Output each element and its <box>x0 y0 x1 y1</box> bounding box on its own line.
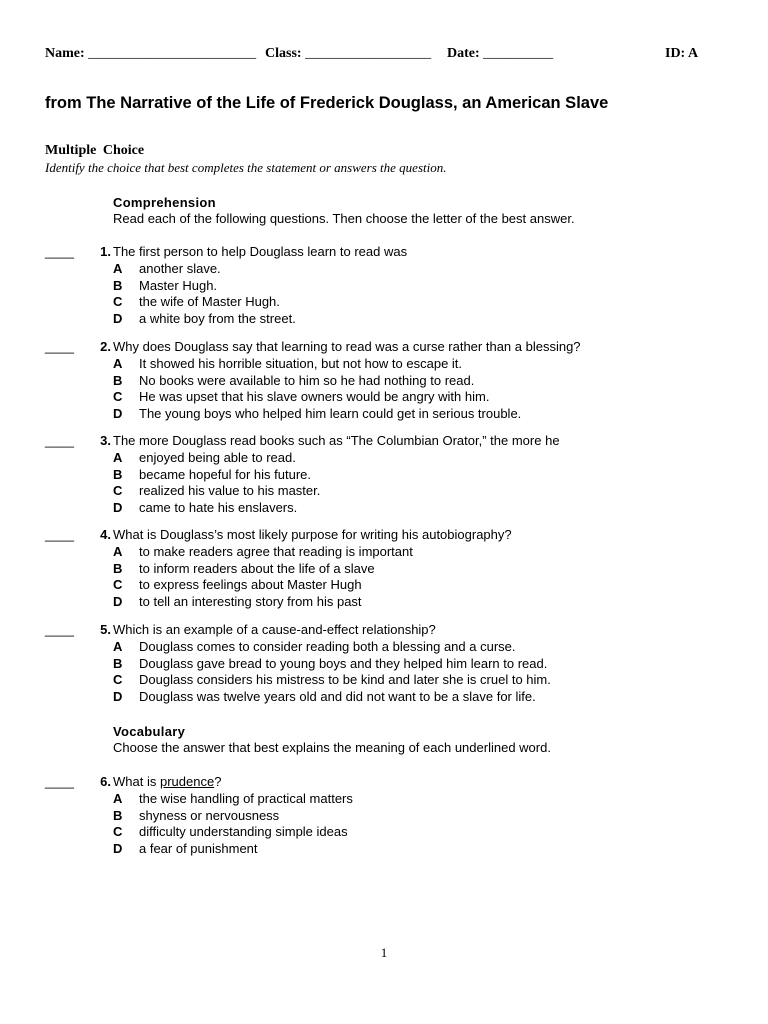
option-text: No books were available to him so he had nothing to read. <box>139 372 475 388</box>
answer-blank[interactable]: ____ <box>45 244 74 259</box>
option-text: another slave. <box>139 260 221 276</box>
option-letter: B <box>113 277 123 293</box>
option-text: to make readers agree that reading is important <box>139 543 413 559</box>
question-stem: Which is an example of a cause-and-effect relationship? <box>113 622 436 637</box>
option-letter: A <box>113 260 123 276</box>
option-letter: A <box>113 638 123 654</box>
underlined-word: prudence <box>159 774 215 789</box>
option-text: Douglass gave bread to young boys and they helped him learn to read. <box>139 655 548 671</box>
answer-blank[interactable]: ____ <box>45 433 74 448</box>
option-letter: A <box>113 449 123 465</box>
option-text: Douglass considers his mistress to be kind and later she is cruel to him. <box>139 672 551 688</box>
question-number: 4. <box>100 527 111 542</box>
option-letter: C <box>113 294 123 310</box>
page-title: from The Narrative of the Life of Frederick Douglass, an American Slave <box>45 94 609 112</box>
answer-blank[interactable]: ____ <box>45 774 74 789</box>
test-id: ID: A <box>665 46 699 61</box>
option-letter: C <box>113 824 123 840</box>
option-letter: D <box>113 406 123 422</box>
option-letter: D <box>113 841 123 857</box>
option-letter: B <box>113 372 123 388</box>
option-letter: C <box>113 577 123 593</box>
option-text: the wife of Master Hugh. <box>139 294 280 310</box>
class-label: Class: <box>265 46 302 61</box>
answer-blank[interactable]: ____ <box>45 622 74 637</box>
option-letter: C <box>113 389 123 405</box>
question-number: 1. <box>100 244 111 259</box>
stem-prefix: What is <box>113 774 160 789</box>
section-title-vocabulary: Vocabulary <box>113 724 186 739</box>
option-letter: A <box>113 543 123 559</box>
question-stem <box>113 774 221 791</box>
section-instruction-comprehension: Read each of the following questions. Then choose the letter of the best answer. <box>113 211 575 226</box>
question-number: 6. <box>100 774 111 789</box>
option-text: to inform readers about the life of a slave <box>139 560 375 576</box>
name-blank[interactable]: ________________________ <box>88 46 257 61</box>
stem-suffix: ? <box>214 774 222 789</box>
option-text: Douglass comes to consider reading both a blessing and a curse. <box>139 638 516 654</box>
answer-blank[interactable]: ____ <box>45 339 74 354</box>
option-text: Douglass was twelve years old and did not want to be a slave for life. <box>139 689 536 705</box>
multiple-choice-heading: Multiple Choice <box>45 143 145 158</box>
name-label: Name: <box>45 46 85 61</box>
question-number: 5. <box>100 622 111 637</box>
option-text: a white boy from the street. <box>139 311 296 327</box>
date-label: Date: <box>447 46 480 61</box>
option-text: Master Hugh. <box>139 277 218 293</box>
option-letter: B <box>113 560 123 576</box>
option-letter: B <box>113 807 123 823</box>
option-letter: A <box>113 790 123 806</box>
option-text: to tell an interesting story from his past <box>139 594 362 610</box>
name-field[interactable] <box>45 46 256 62</box>
option-text: realized his value to his master. <box>139 483 321 499</box>
question-number: 3. <box>100 433 111 448</box>
section-title-comprehension: Comprehension <box>113 195 216 210</box>
question-stem: Why does Douglass say that learning to read was a curse rather than a blessing? <box>113 339 581 354</box>
question-number: 2. <box>100 339 111 354</box>
section-instruction-vocabulary: Choose the answer that best explains the meaning of each underlined word. <box>113 740 551 755</box>
option-text: the wise handling of practical matters <box>139 790 353 806</box>
option-text: He was upset that his slave owners would be angry with him. <box>139 389 490 405</box>
option-letter: B <box>113 466 123 482</box>
date-blank[interactable]: __________ <box>483 46 554 61</box>
option-letter: D <box>113 689 123 705</box>
option-text: The young boys who helped him learn could get in serious trouble. <box>139 406 522 422</box>
class-blank[interactable]: __________________ <box>305 46 432 61</box>
question-stem: The first person to help Douglass learn to read was <box>113 244 408 259</box>
option-letter: C <box>113 672 123 688</box>
option-letter: D <box>113 311 123 327</box>
option-letter: A <box>113 355 123 371</box>
option-text: It showed his horrible situation, but not how to escape it. <box>139 355 463 371</box>
question-stem: What is Douglass’s most likely purpose for writing his autobiography? <box>113 527 512 542</box>
class-field[interactable] <box>265 46 431 62</box>
option-letter: B <box>113 655 123 671</box>
option-text: enjoyed being able to read. <box>139 449 296 465</box>
option-text: to express feelings about Master Hugh <box>139 577 362 593</box>
option-text: became hopeful for his future. <box>139 466 311 482</box>
option-text: shyness or nervousness <box>139 807 280 823</box>
multiple-choice-instruction: Identify the choice that best completes the statement or answers the question. <box>45 160 447 175</box>
question-stem: The more Douglass read books such as “The Columbian Orator,” the more he <box>113 433 560 448</box>
option-letter: C <box>113 483 123 499</box>
option-text: came to hate his enslavers. <box>139 500 298 516</box>
page-number: 1 <box>380 945 388 960</box>
option-letter: D <box>113 594 123 610</box>
option-text: difficulty understanding simple ideas <box>139 824 348 840</box>
option-letter: D <box>113 500 123 516</box>
date-field[interactable] <box>447 46 553 62</box>
option-text: a fear of punishment <box>139 841 258 857</box>
answer-blank[interactable]: ____ <box>45 527 74 542</box>
